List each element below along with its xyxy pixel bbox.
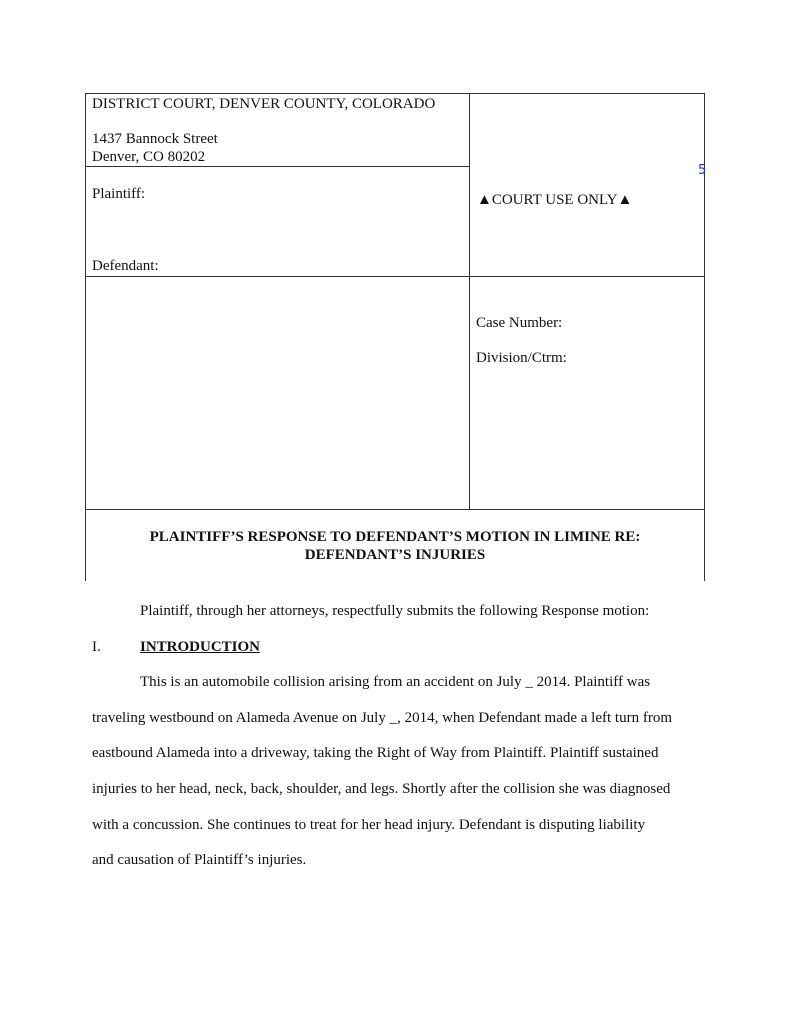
paragraph-line: and causation of Plaintiff’s injuries. <box>92 852 307 868</box>
paragraph-line: traveling westbound on Alameda Avenue on July _, 2014, when Defendant made a left turn from <box>92 710 672 726</box>
paragraph-line: eastbound Alameda into a driveway, taking the Right of Way from Plaintiff. Plaintiff sustained <box>92 745 659 761</box>
division-label: Division/Ctrm: <box>476 350 567 366</box>
section-heading: INTRODUCTION <box>140 639 261 655</box>
intro-sentence: Plaintiff, through her attorneys, respectfully submits the following Response motion: <box>140 603 650 619</box>
defendant-label: Defendant: <box>92 258 159 274</box>
margin-marker: 5 <box>698 163 707 178</box>
paragraph-line: with a concussion. She continues to treat for her head injury. Defendant is disputing liability <box>92 817 646 833</box>
court-address-city: Denver, CO 80202 <box>92 149 206 165</box>
court-name: DISTRICT COURT, DENVER COUNTY, COLORADO <box>92 96 436 112</box>
document-title-line1: PLAINTIFF’S RESPONSE TO DEFENDANT’S MOTION IN LIMINE RE: <box>149 529 641 545</box>
court-use-only-label: ▲COURT USE ONLY▲ <box>477 192 633 208</box>
paragraph-line: This is an automobile collision arising from an accident on July _ 2014. Plaintiff was <box>140 674 651 690</box>
document-body <box>92 0 702 1024</box>
document-title-line2: DEFENDANT’S INJURIES <box>304 547 486 563</box>
section-number: I. <box>92 639 101 655</box>
plaintiff-label: Plaintiff: <box>92 186 146 202</box>
paragraph-line: injuries to her head, neck, back, shoulder, and legs. Shortly after the collision she was diagnosed <box>92 781 671 797</box>
case-number-label: Case Number: <box>476 315 563 331</box>
court-address-street: 1437 Bannock Street <box>92 131 218 147</box>
